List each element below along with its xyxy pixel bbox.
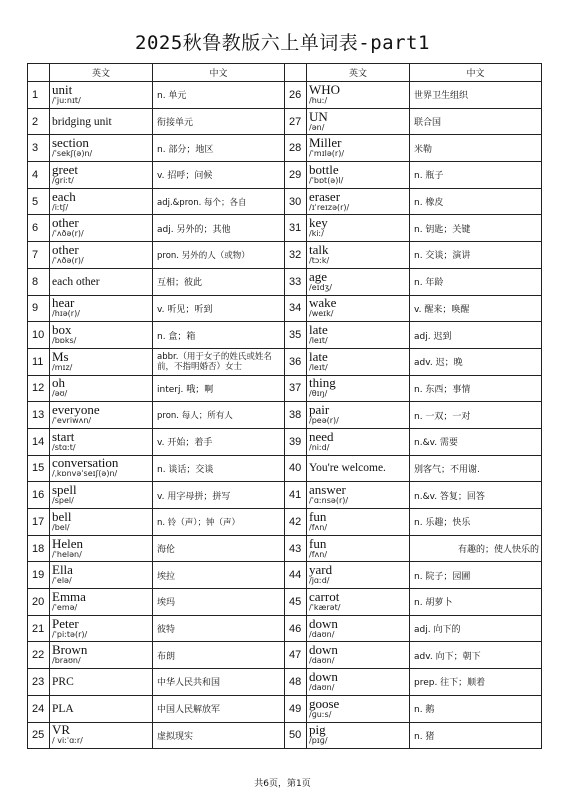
chinese-meaning: n.&v. 答复；回答 [410,482,542,509]
table-row [28,242,542,269]
phonetic: /ˈbɒt(ə)l/ [309,175,344,185]
entry-number: 27 [285,108,307,135]
english-word: late [309,322,328,338]
entry-english-cell [307,108,410,135]
table-row [28,589,542,616]
phonetic: /mɪz/ [52,362,73,372]
entry-number: 43 [285,535,307,562]
english-word: down [309,615,338,631]
entry-english-cell [307,135,410,162]
phonetic: /ˈemə/ [52,602,78,612]
table-row [28,135,542,162]
entry-number: 8 [28,268,50,295]
entry-number: 50 [285,722,307,749]
entry-number: 2 [28,108,50,135]
english-word: pig [309,722,326,738]
table-row [28,162,542,189]
phonetic: /hɪə(r)/ [52,309,80,319]
chinese-meaning: n. 瓶子 [410,162,542,189]
entry-english-cell [307,242,410,269]
chinese-meaning: abbr.（用于女子的姓氏或姓名前，不指明婚否）女士 [153,348,285,375]
english-word: age [309,268,328,284]
entry-english-cell [50,695,153,722]
phonetic: /daʊn/ [309,656,335,666]
chinese-meaning: 有趣的；使人快乐的 [410,535,542,562]
entry-english-cell [50,375,153,402]
english-word: oh [52,375,65,391]
phonetic: /fʌn/ [309,522,328,532]
entry-number: 45 [285,589,307,616]
table-row [28,322,542,349]
english-word: Miller [309,135,342,151]
english-word: pair [309,402,330,418]
chinese-meaning: adv. 向下；朝下 [410,642,542,669]
chinese-meaning: n.&v. 需要 [410,428,542,455]
entry-number: 38 [285,402,307,429]
chinese-meaning: n. 铃（声）；钟（声） [153,509,285,536]
entry-english-cell [307,535,410,562]
entry-english-cell [307,482,410,509]
phonetic: /peə(r)/ [309,416,339,426]
header-num-right [285,64,307,82]
entry-number: 48 [285,669,307,696]
english-word: PLA [52,702,74,715]
entry-english-cell [307,509,410,536]
english-word: talk [309,241,329,257]
english-word: UN [309,108,328,124]
phonetic: /bɒks/ [52,336,77,346]
entry-number: 37 [285,375,307,402]
entry-english-cell [307,215,410,242]
chinese-meaning: 中国人民解放军 [153,695,285,722]
english-word: Brown [52,642,88,658]
page-title: 2025秋鲁教版六上单词表-part1 [135,32,430,54]
table-row [28,722,542,749]
english-word: hear [52,295,75,311]
phonetic: /θɪŋ/ [309,389,328,399]
chinese-meaning: v. 听见；听到 [153,295,285,322]
chinese-meaning: adj. 迟到 [410,322,542,349]
entry-number: 34 [285,295,307,322]
phonetic: /ˈʌðə(r)/ [52,229,84,239]
english-word: yard [309,562,333,578]
chinese-meaning: n. 单元 [153,82,285,109]
english-word: Emma [52,588,86,604]
chinese-meaning: n. 年龄 [410,268,542,295]
phonetic: /ˈevriwʌn/ [52,416,92,426]
entry-number: 31 [285,215,307,242]
chinese-meaning: n. 部分；地区 [153,135,285,162]
english-word: goose [309,695,340,711]
english-word: unit [52,81,73,97]
entry-english-cell [307,268,410,295]
english-word: need [309,428,334,444]
english-word: greet [52,161,78,177]
entry-english-cell [307,348,410,375]
english-word: down [309,668,338,684]
table-row [28,215,542,242]
english-word: each other [52,275,100,288]
entry-number: 26 [285,82,307,109]
chinese-meaning: 中华人民共和国 [153,669,285,696]
chinese-meaning: n. 猪 [410,722,542,749]
chinese-meaning: n. 院子；园圃 [410,562,542,589]
entry-number: 39 [285,428,307,455]
entry-number: 36 [285,348,307,375]
entry-english-cell [50,509,153,536]
entry-english-cell [307,82,410,109]
phonetic: /ˈɑːnsə(r)/ [309,496,349,506]
phonetic: /spel/ [52,496,74,506]
phonetic: / viːˈɑːr/ [52,736,83,746]
table-row [28,669,542,696]
phonetic: /bel/ [52,522,70,532]
table-row [28,428,542,455]
table-row [28,82,542,109]
phonetic: /fʌn/ [309,549,328,559]
english-word: fun [309,508,327,524]
table-row [28,642,542,669]
phonetic: /ˈjuːnɪt/ [52,95,81,105]
entry-english-cell [307,695,410,722]
phonetic: /leɪt/ [309,362,328,372]
entry-number: 24 [28,695,50,722]
table-row [28,402,542,429]
english-word: bridging unit [52,115,112,128]
entry-english-cell [50,482,153,509]
english-word: everyone [52,402,100,418]
english-word: bell [52,508,72,524]
chinese-meaning: adj.&pron. 每个；各自 [153,188,285,215]
entry-number: 18 [28,535,50,562]
phonetic: /stɑːt/ [52,442,76,452]
phonetic: /niːd/ [309,442,330,452]
entry-number: 42 [285,509,307,536]
table-row [28,535,542,562]
english-word: spell [52,482,77,498]
entry-english-cell [307,562,410,589]
entry-english-cell [50,188,153,215]
english-word: You're welcome. [309,462,386,475]
entry-english-cell [50,268,153,295]
phonetic: /jɑːd/ [309,576,330,586]
entry-english-cell [307,322,410,349]
chinese-meaning: v. 招呼；问候 [153,162,285,189]
entry-english-cell [50,348,153,375]
entry-english-cell [307,402,410,429]
entry-english-cell [307,589,410,616]
chinese-meaning: n. 谈话；交谈 [153,455,285,482]
table-row [28,348,542,375]
entry-number: 25 [28,722,50,749]
entry-english-cell [50,455,153,482]
entry-number: 47 [285,642,307,669]
chinese-meaning: 虚拟现实 [153,722,285,749]
entry-number: 33 [285,268,307,295]
english-word: key [309,215,328,231]
entry-number: 32 [285,242,307,269]
table-row [28,268,542,295]
phonetic: /leɪt/ [309,336,328,346]
entry-number: 4 [28,162,50,189]
phonetic: /eɪdʒ/ [309,282,332,292]
entry-number: 30 [285,188,307,215]
entry-english-cell [50,722,153,749]
chinese-meaning: v. 开始；着手 [153,428,285,455]
entry-english-cell [50,322,153,349]
entry-english-cell [307,615,410,642]
chinese-meaning: n. 交谈；演讲 [410,242,542,269]
entry-number: 19 [28,562,50,589]
entry-number: 12 [28,375,50,402]
chinese-meaning: 海伦 [153,535,285,562]
phonetic: /ˈsekʃ(ə)n/ [52,149,93,159]
entry-english-cell [50,589,153,616]
chinese-meaning: 衔接单元 [153,108,285,135]
entry-english-cell [50,428,153,455]
english-word: start [52,428,75,444]
header-chinese-right: 中文 [410,64,542,82]
phonetic: /braʊn/ [52,656,81,666]
chinese-meaning: n. 乐趣；快乐 [410,509,542,536]
english-word: carrot [309,588,340,604]
chinese-meaning: adj. 另外的；其他 [153,215,285,242]
chinese-meaning: 联合国 [410,108,542,135]
english-word: late [309,348,328,364]
entry-english-cell [307,722,410,749]
chinese-meaning: n. 钥匙；关键 [410,215,542,242]
header-english-left: 英文 [50,64,153,82]
english-word: bottle [309,161,339,177]
entry-number: 9 [28,295,50,322]
chinese-meaning: 别客气；不用谢. [410,455,542,482]
entry-english-cell [307,162,410,189]
table-row [28,509,542,536]
table-row [28,562,542,589]
entry-english-cell [307,295,410,322]
phonetic: /daʊn/ [309,629,335,639]
english-word: VR [52,722,71,738]
entry-english-cell [50,535,153,562]
entry-number: 22 [28,642,50,669]
entry-english-cell [50,82,153,109]
english-word: eraser [309,188,341,204]
english-word: wake [309,295,337,311]
chinese-meaning: 布朗 [153,642,285,669]
entry-number: 16 [28,482,50,509]
phonetic: /ɪˈreɪzə(r)/ [309,202,350,212]
entry-number: 40 [285,455,307,482]
english-word: Ella [52,562,73,578]
entry-number: 41 [285,482,307,509]
entry-number: 10 [28,322,50,349]
entry-english-cell [50,242,153,269]
entry-number: 3 [28,135,50,162]
entry-english-cell [307,375,410,402]
phonetic: /ˈmɪlə(r)/ [309,149,345,159]
phonetic: /pɪɡ/ [309,736,328,746]
phonetic: /weɪk/ [309,309,334,319]
chinese-meaning: pron. 每人；所有人 [153,402,285,429]
english-word: each [52,188,76,204]
chinese-meaning: adj. 向下的 [410,615,542,642]
entry-number: 28 [285,135,307,162]
entry-number: 14 [28,428,50,455]
entry-english-cell [307,669,410,696]
table-row [28,482,542,509]
entry-english-cell [50,108,153,135]
chinese-meaning: n. 橡皮 [410,188,542,215]
table-row [28,108,542,135]
chinese-meaning: 互相；彼此 [153,268,285,295]
vocabulary-table [27,63,542,749]
english-word: thing [309,375,336,391]
phonetic: /ˈhelən/ [52,549,82,559]
chinese-meaning: n. 鹅 [410,695,542,722]
header-english-right: 英文 [307,64,410,82]
phonetic: /əʊ/ [52,389,68,399]
table-row [28,295,542,322]
entry-number: 29 [285,162,307,189]
phonetic: /ˈkærət/ [309,602,341,612]
phonetic: /ˈʌðə(r)/ [52,255,84,265]
chinese-meaning: 米勒 [410,135,542,162]
phonetic: /ˌkɒnvəˈseɪʃ(ə)n/ [52,469,118,479]
chinese-meaning: v. 用字母拼；拼写 [153,482,285,509]
entry-number: 6 [28,215,50,242]
entry-number: 17 [28,509,50,536]
entry-english-cell [50,402,153,429]
entry-english-cell [50,562,153,589]
page-footer: 共6页，第1页 [254,779,311,789]
entry-english-cell [307,188,410,215]
chinese-meaning: pron. 另外的人（或物） [153,242,285,269]
entry-number: 11 [28,348,50,375]
entry-english-cell [50,615,153,642]
table-row [28,695,542,722]
chinese-meaning: prep. 往下；顺着 [410,669,542,696]
english-word: other [52,241,79,257]
table-row [28,188,542,215]
entry-english-cell [50,215,153,242]
chinese-meaning: 埃玛 [153,589,285,616]
header-chinese-left: 中文 [153,64,285,82]
phonetic: /huː/ [309,95,328,105]
chinese-meaning: n. 胡萝卜 [410,589,542,616]
entry-number: 5 [28,188,50,215]
chinese-meaning: 彼特 [153,615,285,642]
header-num-left [28,64,50,82]
entry-number: 35 [285,322,307,349]
entry-number: 21 [28,615,50,642]
entry-english-cell [307,642,410,669]
phonetic: /daʊn/ [309,682,335,692]
phonetic: /iːtʃ/ [52,202,69,212]
chinese-meaning: 世界卫生组织 [410,82,542,109]
entry-number: 1 [28,82,50,109]
entry-number: 20 [28,589,50,616]
english-word: down [309,642,338,658]
table-row [28,615,542,642]
phonetic: /ˈelə/ [52,576,72,586]
english-word: Ms [52,348,69,364]
english-word: WHO [309,81,341,97]
entry-english-cell [50,135,153,162]
entry-english-cell [307,455,410,482]
entry-english-cell [50,295,153,322]
english-word: answer [309,482,346,498]
entry-number: 13 [28,402,50,429]
entry-number: 23 [28,669,50,696]
table-header-row [28,64,542,82]
english-word: Helen [52,535,84,551]
english-word: section [52,135,89,151]
phonetic: /ən/ [309,122,325,132]
entry-number: 44 [285,562,307,589]
table-row [28,455,542,482]
english-word: fun [309,535,327,551]
entry-number: 46 [285,615,307,642]
phonetic: /tɔːk/ [309,255,330,265]
phonetic: /ˈpiːtə(r)/ [52,629,88,639]
entry-english-cell [50,162,153,189]
chinese-meaning: n. 盒；箱 [153,322,285,349]
english-word: conversation [52,455,119,471]
phonetic: /ɡriːt/ [52,175,74,185]
english-word: other [52,215,79,231]
entry-english-cell [50,669,153,696]
entry-english-cell [50,642,153,669]
chinese-meaning: 埃拉 [153,562,285,589]
entry-number: 7 [28,242,50,269]
entry-english-cell [307,428,410,455]
chinese-meaning: adv. 迟；晚 [410,348,542,375]
phonetic: /ɡuːs/ [309,709,332,719]
english-word: box [52,322,72,338]
chinese-meaning: v. 醒来；唤醒 [410,295,542,322]
english-word: Peter [52,615,79,631]
english-word: PRC [52,675,74,688]
entry-number: 49 [285,695,307,722]
entry-number: 15 [28,455,50,482]
chinese-meaning: n. 一双；一对 [410,402,542,429]
chinese-meaning: interj. 哦；啊 [153,375,285,402]
table-row [28,375,542,402]
chinese-meaning: n. 东西；事情 [410,375,542,402]
phonetic: /kiː/ [309,229,324,239]
